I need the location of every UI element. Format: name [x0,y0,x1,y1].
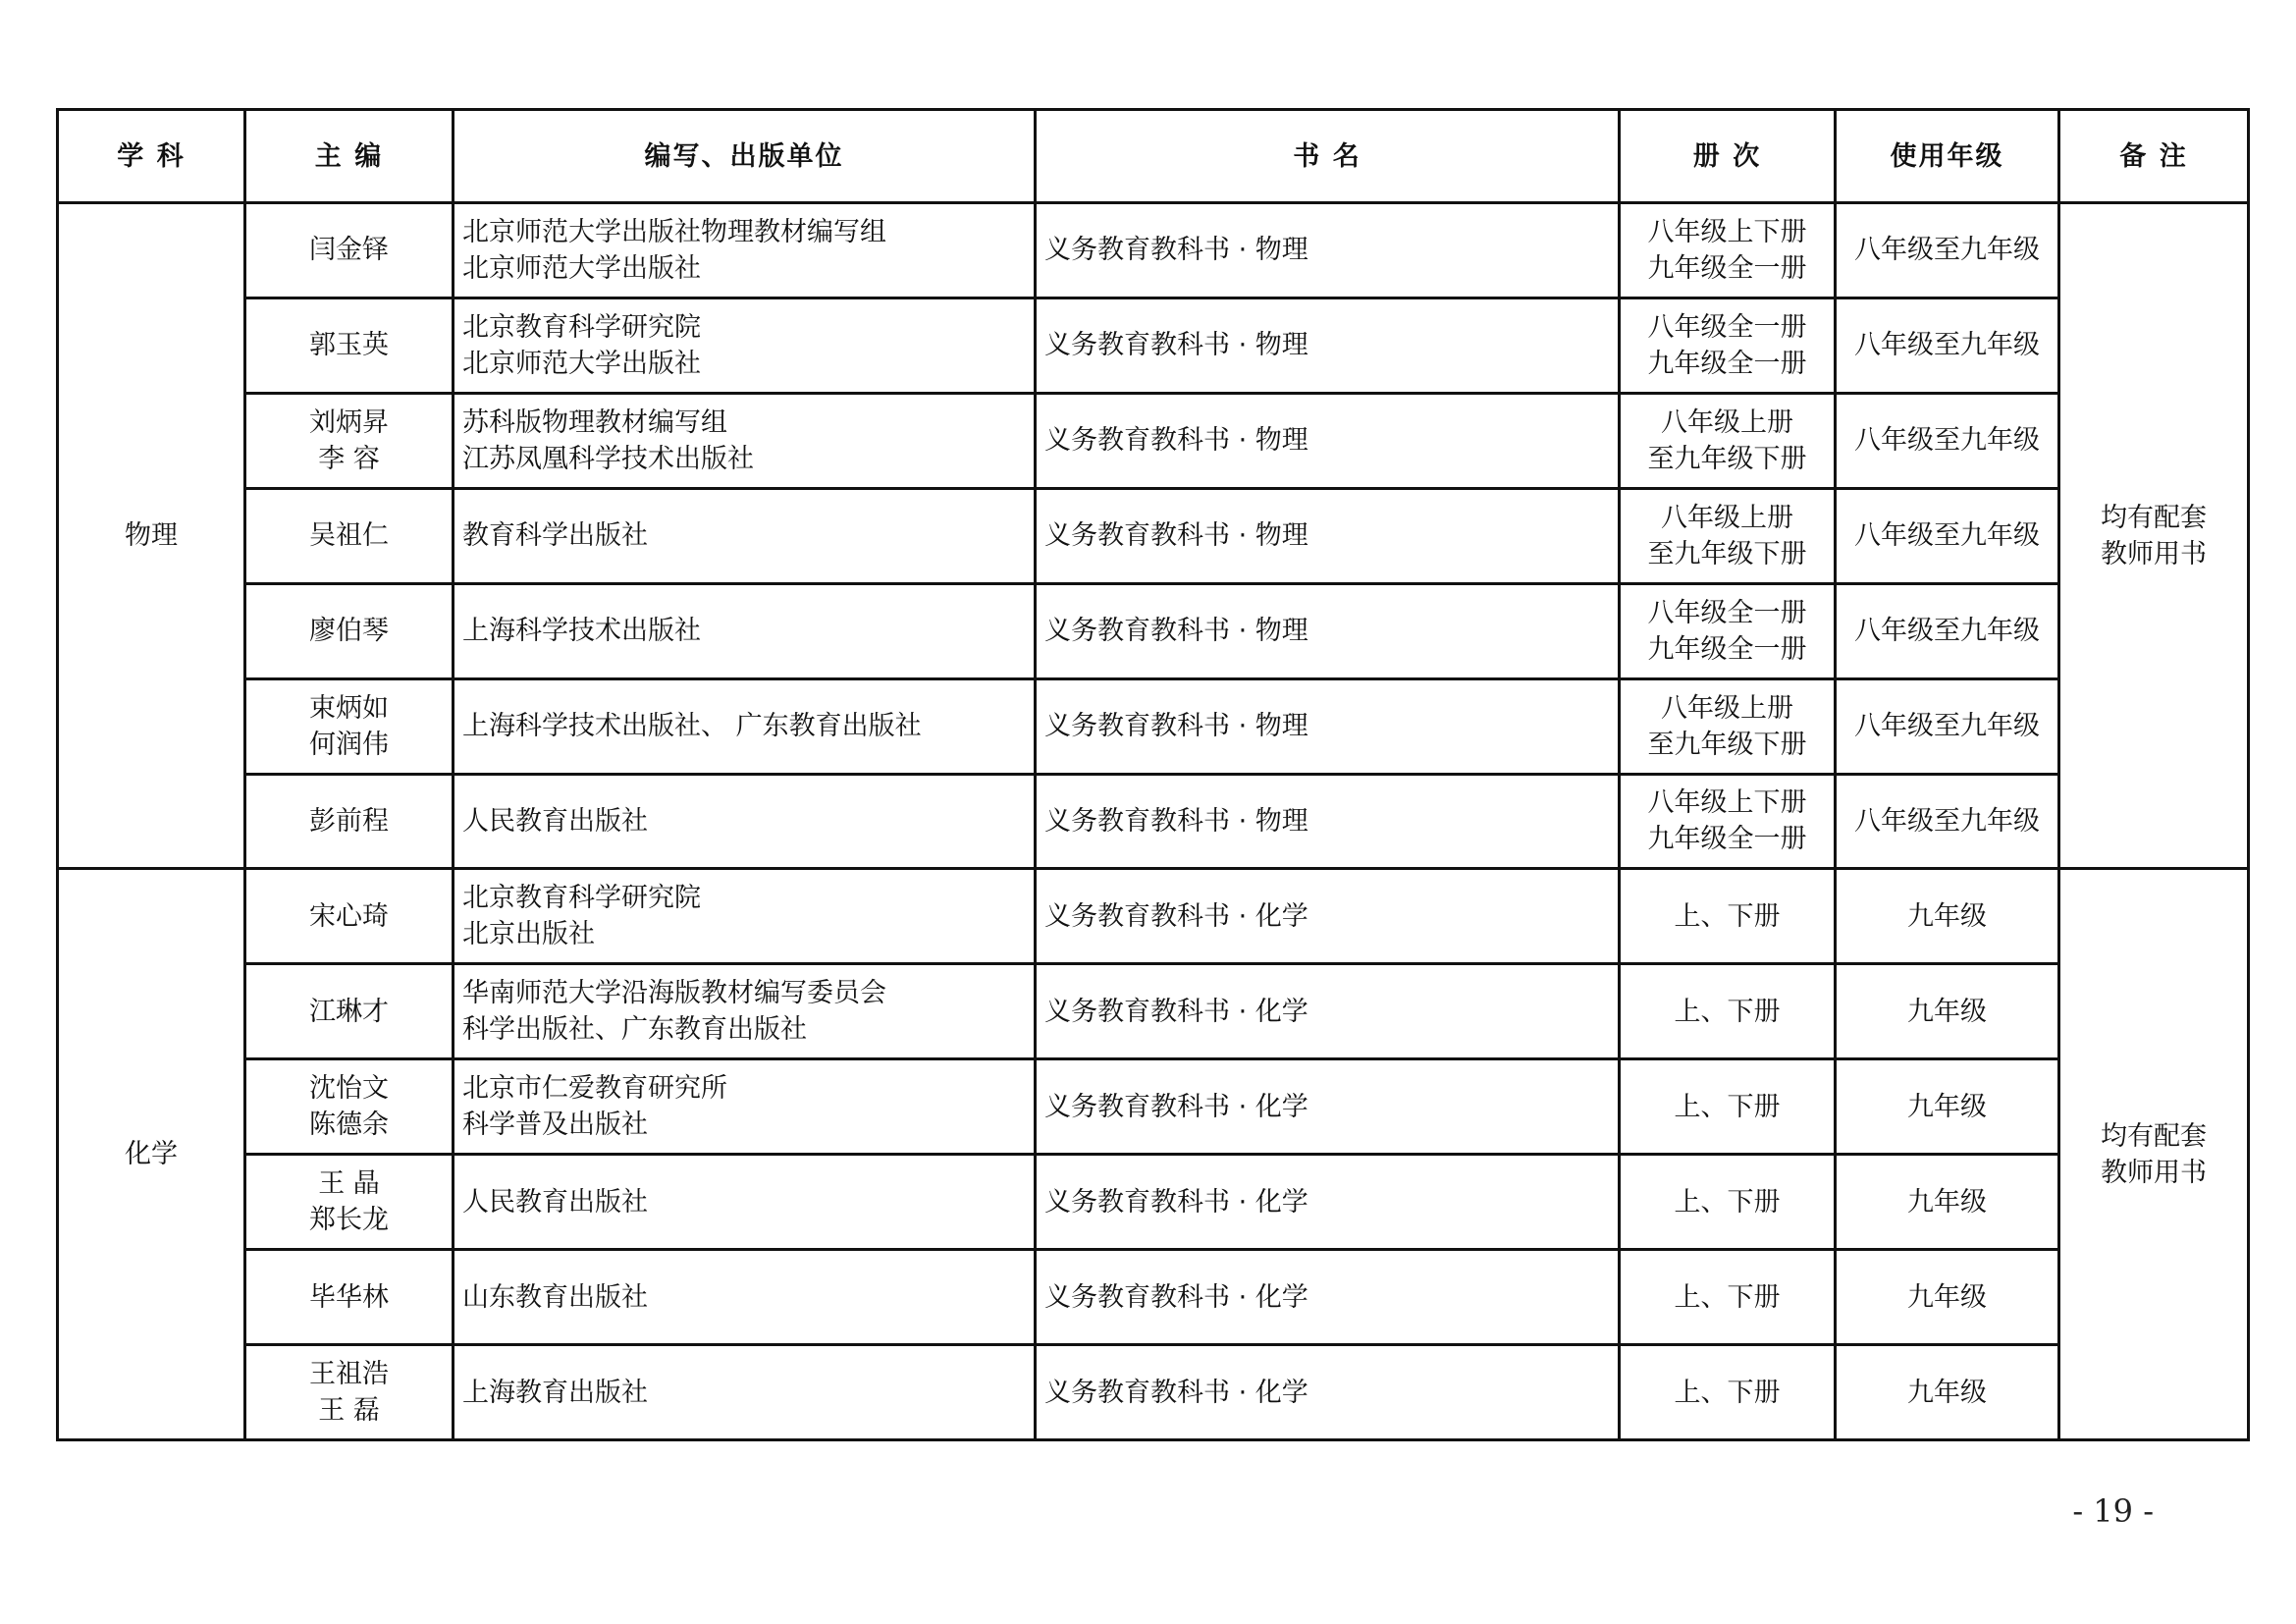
grade-cell: 八年级至九年级 [1836,488,2059,583]
editor-name: 郑长龙 [309,1205,389,1236]
volume-text: 至九年级下册 [1647,538,1807,569]
volume-text: 八年级全一册 [1647,311,1807,343]
page-number: - 19 - [2072,1492,2154,1530]
editor-cell [245,774,454,869]
book-title-cell: 义务教育教科书 · 化学 [1036,1250,1620,1345]
table-row [58,1250,2249,1345]
editor-name: 刘炳昇 [309,406,389,438]
table-row [58,203,2249,298]
volume-text: 上、下册 [1674,900,1781,932]
grade-cell: 九年级 [1836,1250,2059,1345]
volume-cell [1620,1250,1836,1345]
subject-cell: 化学 [58,869,245,1440]
grade-cell: 八年级至九年级 [1836,774,2059,869]
editor-name: 彭前程 [309,805,389,837]
volume-text: 八年级上下册 [1647,216,1807,247]
table-row [58,964,2249,1059]
grade-cell: 八年级至九年级 [1836,203,2059,298]
volume-text: 九年级全一册 [1647,824,1807,855]
volume-text: 上、下册 [1674,1186,1781,1218]
table-row [58,1345,2249,1440]
volume-cell [1620,583,1836,678]
grade-cell: 九年级 [1836,869,2059,964]
editor-name: 王 晶 [318,1168,380,1200]
book-title-cell: 义务教育教科书 · 物理 [1036,298,1620,393]
volume-cell [1620,1155,1836,1250]
volume-text: 九年级全一册 [1647,252,1807,284]
header-subject: 学 科 [58,110,245,203]
book-title-cell: 义务教育教科书 · 化学 [1036,1345,1620,1440]
grade-cell: 八年级至九年级 [1836,298,2059,393]
publisher-cell [454,583,1036,678]
editor-name: 江琳才 [309,996,389,1027]
volume-text: 九年级全一册 [1647,633,1807,665]
editor-cell [245,203,454,298]
publisher-name: 科学普及出版社 [462,1110,648,1141]
table-body [58,203,2249,1440]
header-publisher: 编写、出版单位 [454,110,1036,203]
table-row [58,298,2249,393]
note-text: 教师用书 [2101,1157,2207,1188]
table-row [58,774,2249,869]
volume-cell [1620,774,1836,869]
editor-name: 廖伯琴 [309,616,389,647]
editor-name: 王祖浩 [309,1359,389,1390]
editor-name: 毕华林 [309,1281,389,1313]
book-title-cell: 义务教育教科书 · 物理 [1036,678,1620,774]
editor-name: 陈德余 [309,1110,389,1141]
book-title-cell: 义务教育教科书 · 物理 [1036,583,1620,678]
editor-name: 束炳如 [309,692,389,724]
publisher-name: 北京教育科学研究院 [462,883,701,914]
header-editor: 主 编 [245,110,454,203]
publisher-name: 上海科学技术出版社、 广东教育出版社 [462,711,922,742]
volume-cell [1620,678,1836,774]
volume-text: 至九年级下册 [1647,443,1807,474]
book-title-cell: 义务教育教科书 · 化学 [1036,869,1620,964]
editor-name: 何润伟 [309,729,389,760]
table-row [58,869,2249,964]
editor-name: 沈怡文 [309,1073,389,1105]
editor-cell [245,964,454,1059]
note-text: 教师用书 [2101,538,2207,569]
volume-text: 八年级上册 [1661,406,1793,438]
table-row [58,488,2249,583]
publisher-cell [454,203,1036,298]
volume-text: 至九年级下册 [1647,729,1807,760]
table-row [58,1155,2249,1250]
publisher-name: 苏科版物理教材编写组 [462,406,727,438]
publisher-cell [454,1345,1036,1440]
publisher-name: 人民教育出版社 [462,805,648,837]
publisher-cell [454,1155,1036,1250]
header-row [58,110,2249,203]
volume-cell [1620,298,1836,393]
note-text: 均有配套 [2101,1120,2207,1152]
editor-name: 吴祖仁 [309,520,389,552]
publisher-name: 上海科学技术出版社 [462,616,701,647]
editor-name: 李 容 [318,443,380,474]
header-note: 备 注 [2059,110,2249,203]
volume-text: 八年级上下册 [1647,787,1807,819]
publisher-name: 北京师范大学出版社物理教材编写组 [462,216,886,247]
header-grade: 使用年级 [1836,110,2059,203]
grade-cell: 八年级至九年级 [1836,583,2059,678]
publisher-cell [454,869,1036,964]
note-cell [2059,869,2249,1440]
editor-cell [245,869,454,964]
publisher-name: 山东教育出版社 [462,1281,648,1313]
editor-cell [245,1059,454,1155]
grade-cell: 九年级 [1836,1155,2059,1250]
volume-text: 上、下册 [1674,1377,1781,1408]
editor-name: 闫金铎 [309,235,389,266]
publisher-cell [454,774,1036,869]
volume-text: 上、下册 [1674,1091,1781,1122]
publisher-name: 教育科学出版社 [462,520,648,552]
publisher-name: 上海教育出版社 [462,1377,648,1408]
publisher-name: 科学出版社、广东教育出版社 [462,1014,807,1046]
editor-cell [245,678,454,774]
header-title: 书 名 [1036,110,1620,203]
volume-cell [1620,488,1836,583]
grade-cell: 九年级 [1836,964,2059,1059]
editor-cell [245,298,454,393]
publisher-name: 北京师范大学出版社 [462,252,701,284]
note-cell [2059,203,2249,869]
publisher-name: 北京教育科学研究院 [462,311,701,343]
publisher-cell [454,1250,1036,1345]
publisher-name: 人民教育出版社 [462,1186,648,1218]
grade-cell: 八年级至九年级 [1836,393,2059,488]
publisher-name: 华南师范大学沿海版教材编写委员会 [462,978,886,1009]
volume-text: 上、下册 [1674,996,1781,1027]
book-title-cell: 义务教育教科书 · 物理 [1036,774,1620,869]
publisher-name: 北京市仁爱教育研究所 [462,1073,727,1105]
volume-cell [1620,393,1836,488]
publisher-name: 北京师范大学出版社 [462,348,701,379]
table-row [58,393,2249,488]
table-row [58,1059,2249,1155]
editor-cell [245,488,454,583]
editor-cell [245,393,454,488]
editor-cell [245,1250,454,1345]
grade-cell: 九年级 [1836,1059,2059,1155]
publisher-cell [454,964,1036,1059]
publisher-cell [454,488,1036,583]
volume-cell [1620,964,1836,1059]
editor-cell [245,1345,454,1440]
editor-cell [245,583,454,678]
note-text: 均有配套 [2101,502,2207,533]
grade-cell: 八年级至九年级 [1836,678,2059,774]
table-row [58,678,2249,774]
textbook-table [56,108,2250,1441]
publisher-cell [454,1059,1036,1155]
publisher-cell [454,678,1036,774]
editor-name: 王 磊 [318,1395,380,1427]
book-title-cell: 义务教育教科书 · 物理 [1036,488,1620,583]
volume-cell [1620,1059,1836,1155]
volume-cell [1620,1345,1836,1440]
editor-cell [245,1155,454,1250]
book-title-cell: 义务教育教科书 · 化学 [1036,1155,1620,1250]
editor-name: 宋心琦 [309,900,389,932]
volume-text: 九年级全一册 [1647,348,1807,379]
volume-cell [1620,203,1836,298]
subject-cell: 物理 [58,203,245,869]
book-title-cell: 义务教育教科书 · 化学 [1036,964,1620,1059]
publisher-cell [454,298,1036,393]
volume-text: 上、下册 [1674,1281,1781,1313]
volume-text: 八年级全一册 [1647,597,1807,628]
book-title-cell: 义务教育教科书 · 物理 [1036,203,1620,298]
publisher-name: 江苏凤凰科学技术出版社 [462,443,754,474]
editor-name: 郭玉英 [309,330,389,361]
volume-text: 八年级上册 [1661,502,1793,533]
publisher-name: 北京出版社 [462,919,595,950]
header-volume: 册 次 [1620,110,1836,203]
table-row [58,583,2249,678]
book-title-cell: 义务教育教科书 · 物理 [1036,393,1620,488]
book-title-cell: 义务教育教科书 · 化学 [1036,1059,1620,1155]
volume-cell [1620,869,1836,964]
publisher-cell [454,393,1036,488]
grade-cell: 九年级 [1836,1345,2059,1440]
volume-text: 八年级上册 [1661,692,1793,724]
